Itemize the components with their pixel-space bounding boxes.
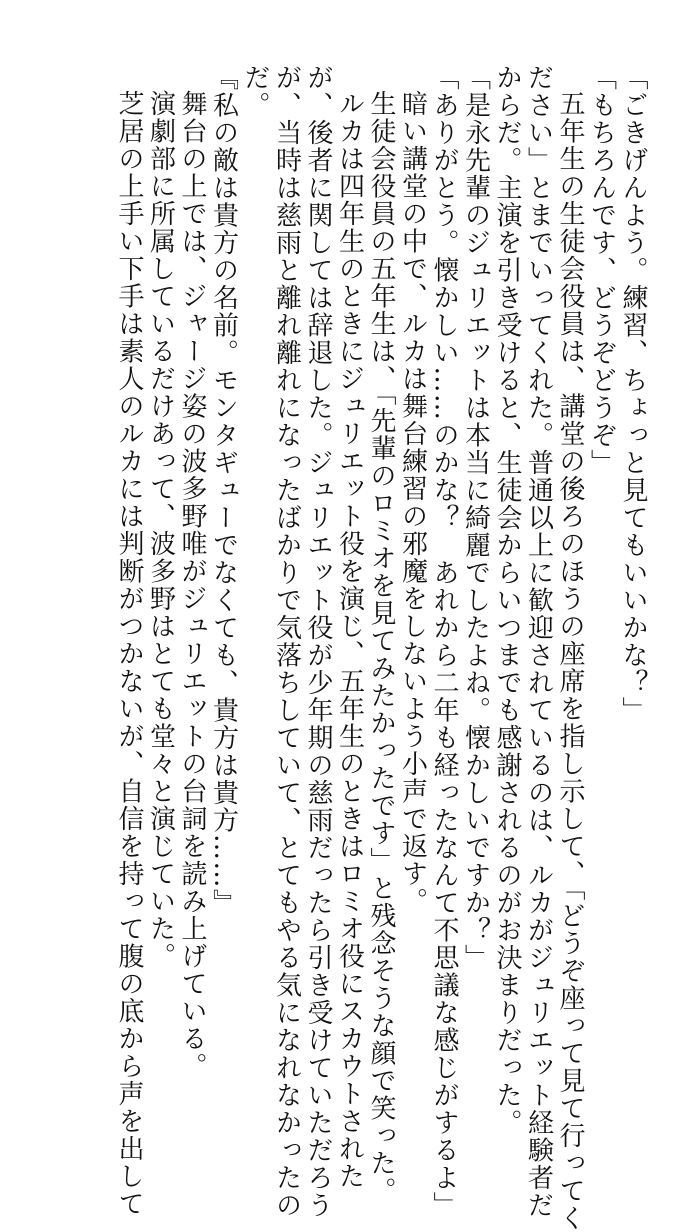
- text-line-10: ルカは四年生のときにジュリエット役を演じ、五年生のときはロミオ役にスカウトされた: [334, 90, 365, 1190]
- text-line-1: 「ごきげんよう。練習、ちょっと見てもいいかな？」: [618, 64, 648, 724]
- text-line-12: が、当時は慈雨と離れ離れになったばかりで気落ちしていて、とてもやる気になれなかったの: [271, 64, 302, 1219]
- text-line-3: 五年生の生徒会役員は、講堂の後ろのほうの座席を指し示して、「どうぞ座って見て行ってく: [555, 90, 585, 1232]
- vertical-text-body: [113, 64, 649, 1232]
- text-line-11: が、後者に関しては辞退した。ジュリエット役が少年期の慈雨だったら引き受けていただろう: [303, 64, 333, 1219]
- text-line-5: からだ。主演を引き受けると、生徒会からいつまでも感謝されるのがお決まりだった。: [492, 64, 522, 1137]
- text-line-14: 『私の敵は貴方の名前。モンタギューでなくても、貴方は貴方……』: [208, 64, 239, 917]
- text-line-4: ださい」とまでいってくれた。普通以上に歓迎されているのは、ルカがジュリエット経験者だ: [523, 64, 554, 1219]
- text-line-9: 生徒会役員の五年生は、「先輩のロミオを見てみたかったです」と残念そうな顔で笑った。: [366, 90, 396, 1205]
- text-line-17: 芝居の上手い下手は素人のルカには判断がつかないが、自信を持って腹の底から声を出して: [114, 90, 144, 1218]
- text-line-6: 「是永先輩のジュリエットは本当に綺麗でしたよね。懐かしいですか？」: [460, 64, 491, 972]
- text-line-8: 暗い講堂の中で、ルカは舞台練習の邪魔をしないよう小声で返す。: [397, 90, 428, 915]
- text-line-13: だ。: [240, 64, 270, 119]
- text-line-7: 「ありがとう。懐かしい……のかな？ あれから二年も経ったなんて不思議な感じがするよ」: [429, 64, 459, 1219]
- text-line-15: 舞台の上では、ジャージ姿の波多野唯がジュリエットの台詞を読み上げている。: [177, 90, 207, 1080]
- text-line-2: 「もちろんです、どうぞどうぞ」: [586, 64, 617, 477]
- text-line-16: 演劇部に所属しているだけあって、波多野はとても堂々と演じていた。: [145, 90, 176, 970]
